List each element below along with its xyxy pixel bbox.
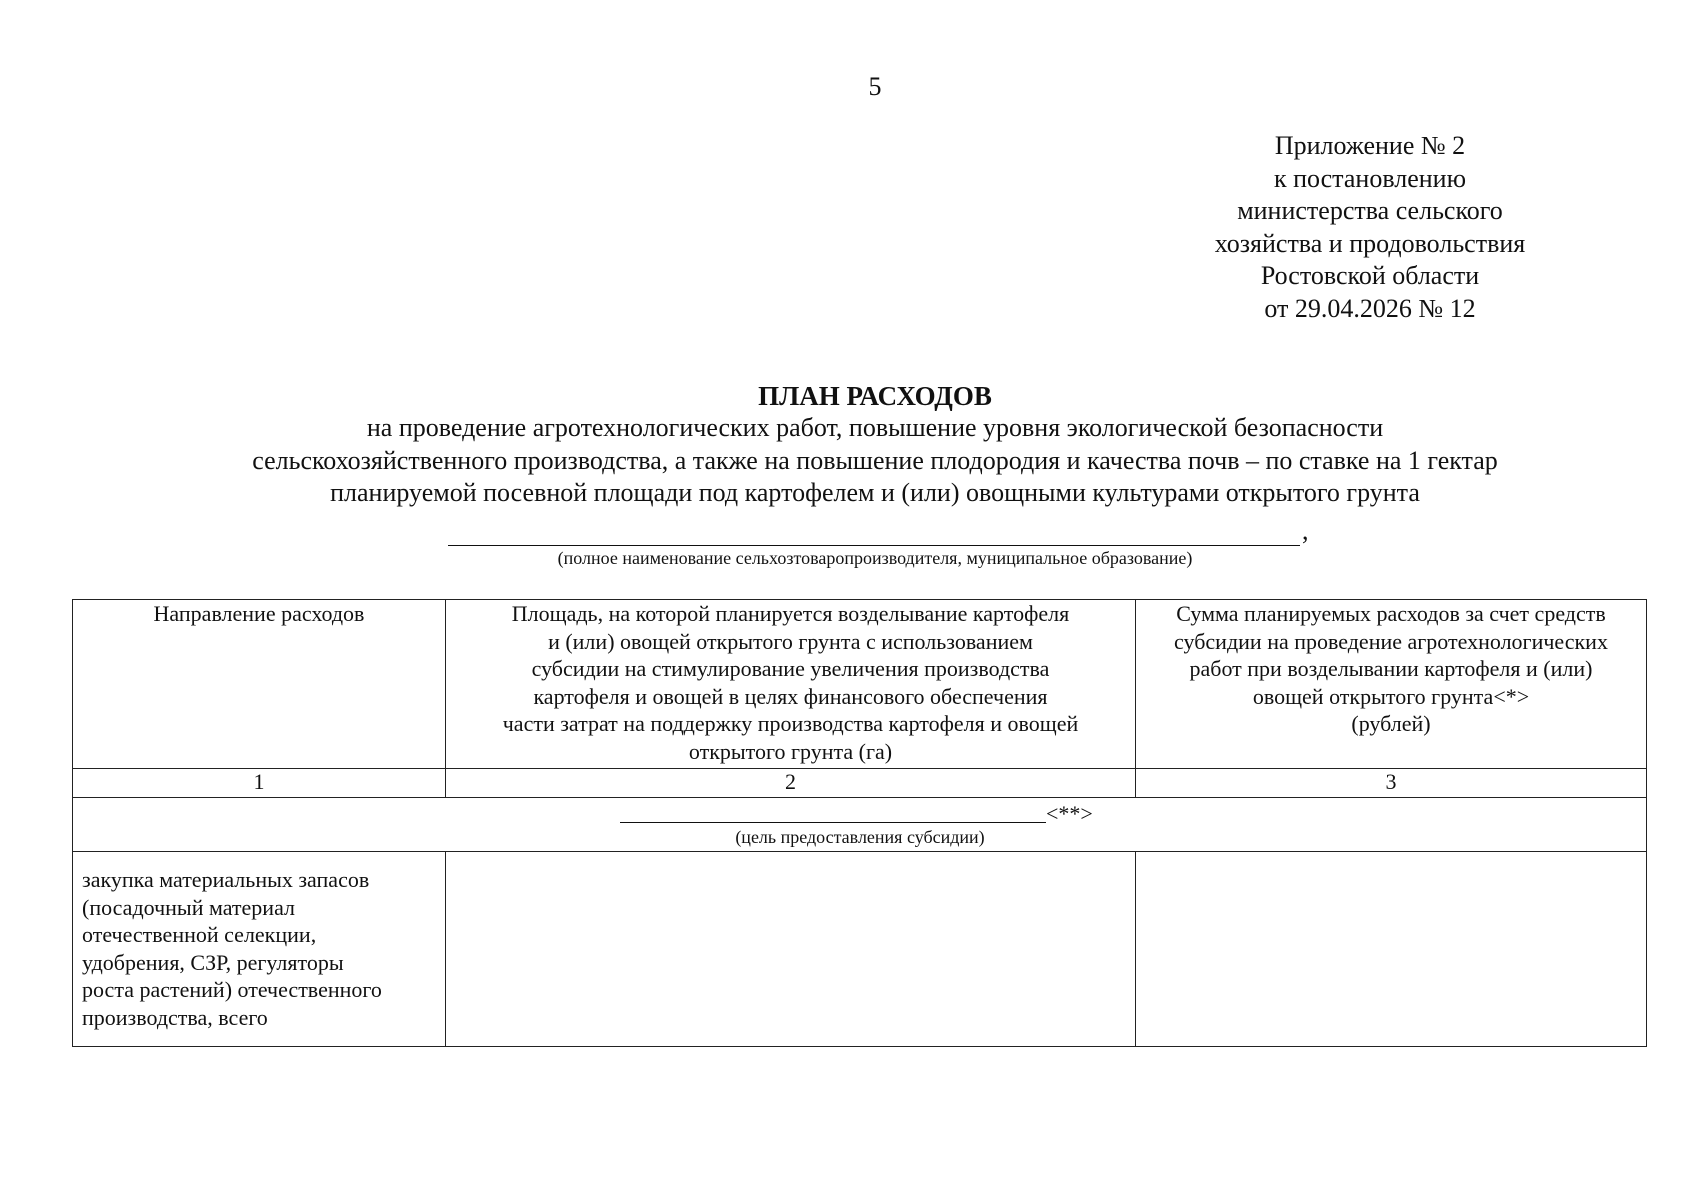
column-number: 2	[446, 769, 1136, 798]
header-text: (рублей)	[1351, 711, 1431, 736]
expense-direction-text: производства, всего	[82, 1004, 268, 1030]
header-text: Направление расходов	[153, 601, 365, 626]
appendix-line: к постановлению	[1273, 163, 1467, 193]
column-number-row	[73, 769, 1647, 798]
expense-direction-cell	[73, 852, 446, 1047]
header-cell-amount	[1136, 600, 1647, 769]
header-text: картофеля и овощей в целях финансового обеспечения	[533, 683, 1048, 709]
column-number: 3	[1136, 769, 1647, 798]
header-text: овощей открытого грунта<*>	[1252, 683, 1530, 709]
title-block	[0, 380, 1698, 510]
expense-direction-text: закупка материальных запасов	[82, 867, 370, 892]
document-title: ПЛАН РАСХОДОВ	[758, 381, 992, 411]
subsidy-goal-caption: (цель предоставления субсидии)	[735, 827, 985, 847]
expense-direction-text: (посадочный материал	[82, 894, 296, 920]
header-text: субсидии на проведение агротехнологических	[1174, 628, 1608, 654]
header-cell-direction	[73, 600, 446, 769]
appendix-line: от 29.04.2026 № 12	[1264, 293, 1476, 323]
expense-direction-text: удобрения, СЗР, регуляторы	[82, 949, 344, 975]
subsidy-goal-blank-line	[620, 822, 1046, 823]
producer-name-caption: (полное наименование сельхозтоваропроизводителя, муниципальное образование)	[557, 548, 1193, 568]
subtitle-line: планируемой посевной площади под картофелем и (или) овощными культурами открытого грунта	[330, 478, 1420, 507]
header-text: работ при возделывании картофеля и (или)	[1189, 656, 1593, 681]
header-text: открытого грунта (га)	[688, 738, 893, 764]
subtitle-line: сельскохозяйственного производства, а также на повышение плодородия и качества почв – по ставке на 1 гектар	[252, 445, 1498, 475]
subsidy-goal-footnote-mark: <**>	[1046, 801, 1093, 826]
appendix-line: министерства сельского	[1237, 196, 1503, 225]
appendix-line: хозяйства и продовольствия	[1214, 228, 1526, 258]
area-cell	[446, 852, 1136, 1047]
subsidy-goal-row	[73, 798, 1647, 852]
expense-plan-table	[72, 599, 1647, 1047]
appendix-block	[1150, 130, 1590, 325]
header-text: части затрат на поддержку производства картофеля и овощей	[502, 711, 1079, 736]
header-text: Площадь, на которой планируется возделывание картофеля	[511, 601, 1070, 626]
amount-cell	[1136, 852, 1647, 1047]
expense-direction-text: отечественной селекции,	[82, 922, 317, 947]
producer-name-blank-line	[448, 545, 1300, 546]
table-row	[73, 852, 1647, 1047]
header-cell-area	[446, 600, 1136, 769]
expense-direction-text: роста растений) отечественного	[82, 977, 382, 1002]
page-number: 5	[868, 72, 882, 101]
header-text: Сумма планируемых расходов за счет средств	[1176, 601, 1606, 626]
header-text: субсидии на стимулирование увеличения производства	[531, 656, 1050, 681]
subtitle-line: на проведение агротехнологических работ, повышение уровня экологической безопасности	[366, 413, 1384, 442]
appendix-line: Приложение № 2	[1274, 131, 1466, 160]
producer-name-trailing-comma: ,	[1302, 516, 1309, 545]
subsidy-goal-cell	[73, 798, 1647, 852]
appendix-line: Ростовской области	[1260, 261, 1480, 290]
table-header-row	[73, 600, 1647, 769]
column-number: 1	[73, 769, 446, 798]
header-text: и (или) овощей открытого грунта с использованием	[548, 628, 1033, 654]
